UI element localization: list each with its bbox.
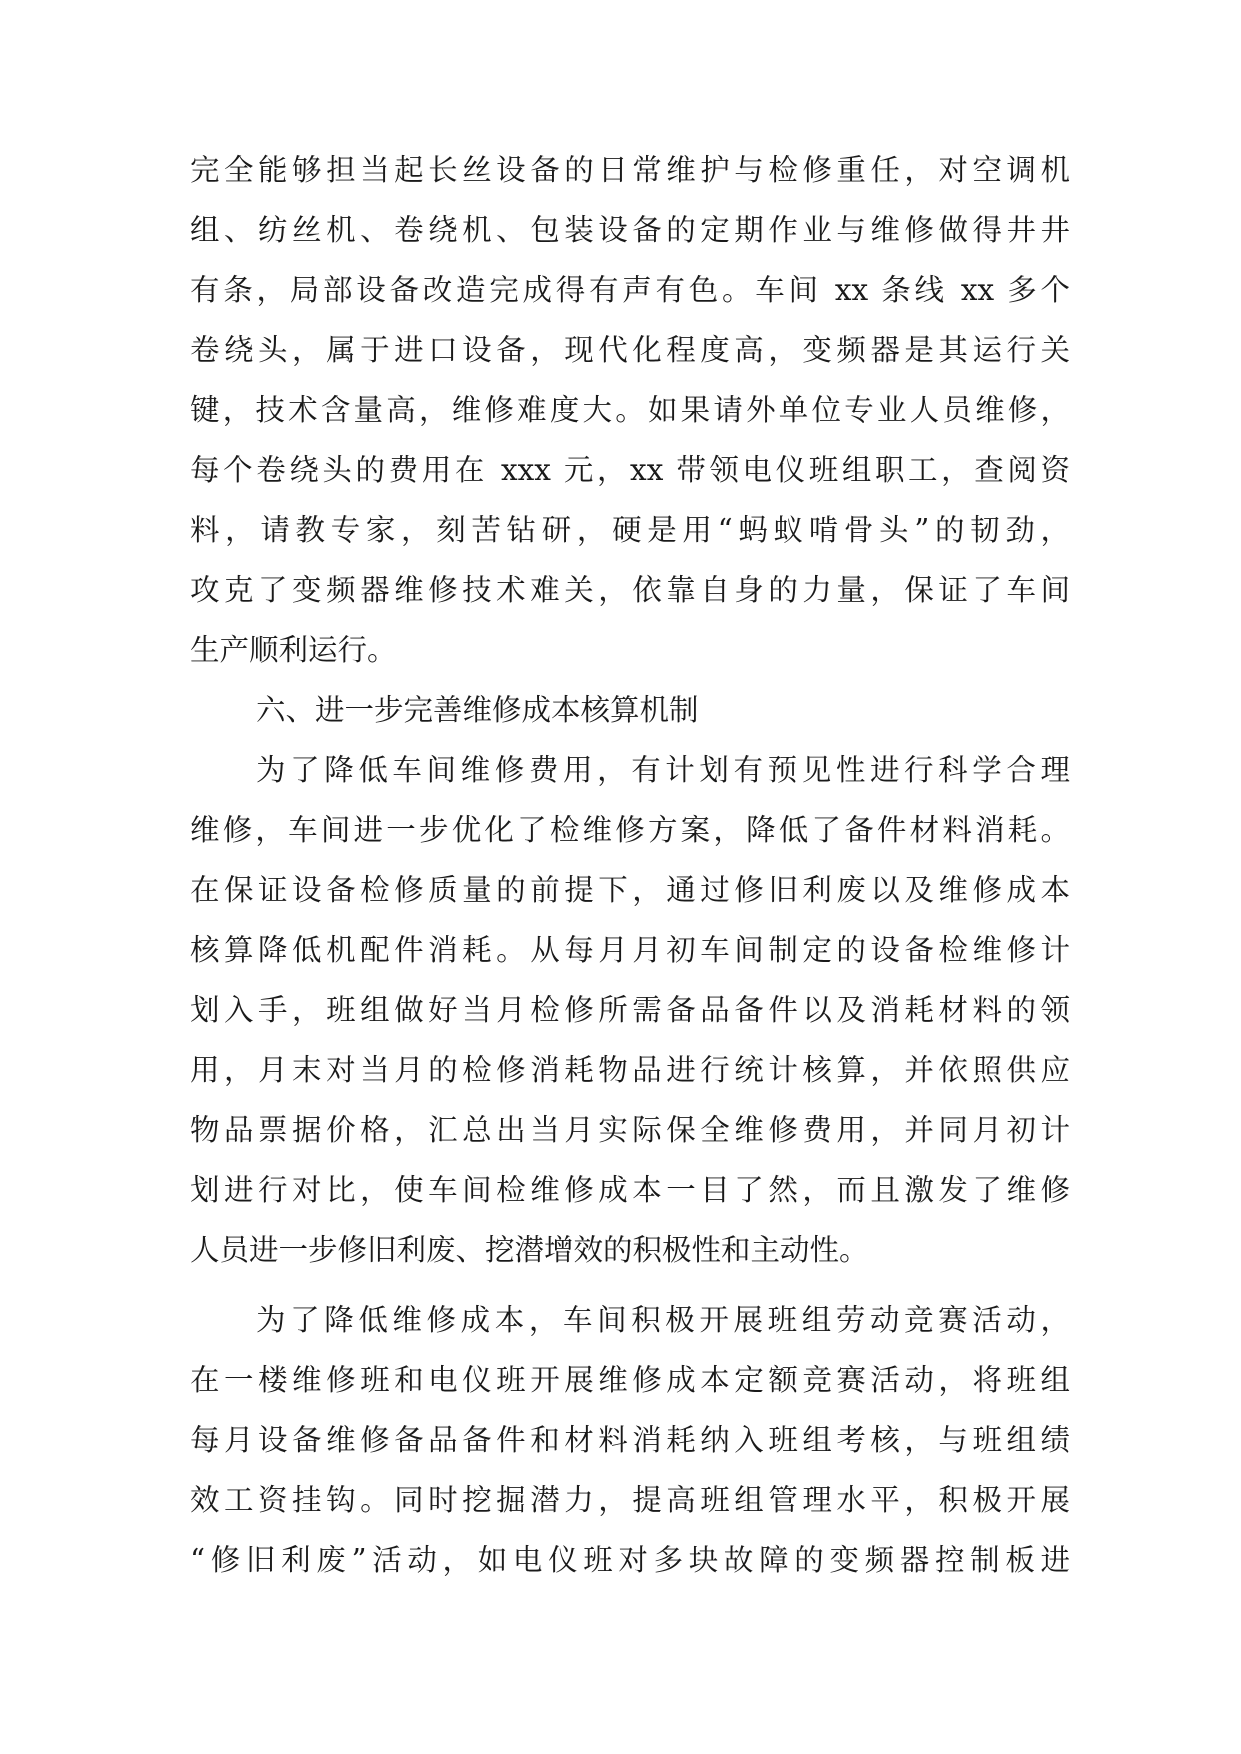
section-heading: 六、进一步完善维修成本核算机制 <box>256 693 699 727</box>
paragraph-3-line-1: 为了降低维修成本，车间积极开展班组劳动竞赛活动， <box>256 1303 1070 1337</box>
paragraph-1-line-8: 攻克了变频器维修技术难关，依靠自身的力量，保证了车间 <box>190 573 1070 607</box>
paragraph-2-line-3: 在保证设备检修质量的前提下，通过修旧利废以及维修成本 <box>190 873 1070 907</box>
paragraph-2-line-5: 划入手，班组做好当月检修所需备品备件以及消耗材料的领 <box>190 993 1070 1027</box>
paragraph-1-line-7: 料，请教专家，刻苦钻研，硬是用“蚂蚁啃骨头”的韧劲， <box>190 513 1070 547</box>
paragraph-2-line-8: 划进行对比，使车间检维修成本一目了然，而且激发了维修 <box>190 1173 1070 1207</box>
paragraph-2-line-9: 人员进一步修旧利废、挖潜增效的积极性和主动性。 <box>190 1233 869 1267</box>
paragraph-2-line-1: 为了降低车间维修费用，有计划有预见性进行科学合理 <box>256 753 1070 787</box>
paragraph-1-line-9: 生产顺利运行。 <box>190 633 397 667</box>
paragraph-1-line-5: 键，技术含量高，维修难度大。如果请外单位专业人员维修， <box>190 393 1070 427</box>
paragraph-2-line-4: 核算降低机配件消耗。从每月月初车间制定的设备检维修计 <box>190 933 1070 967</box>
paragraph-3-line-5: “修旧利废”活动，如电仪班对多块故障的变频器控制板进 <box>190 1543 1070 1577</box>
paragraph-1-line-1: 完全能够担当起长丝设备的日常维护与检修重任，对空调机 <box>190 153 1070 187</box>
paragraph-2-line-6: 用，月末对当月的检修消耗物品进行统计核算，并依照供应 <box>190 1053 1070 1087</box>
paragraph-1-line-3: 有条，局部设备改造完成得有声有色。车间 xx 条线 xx 多个 <box>190 273 1070 307</box>
paragraph-3-line-2: 在一楼维修班和电仪班开展维修成本定额竞赛活动，将班组 <box>190 1363 1070 1397</box>
paragraph-1-line-4: 卷绕头，属于进口设备，现代化程度高，变频器是其运行关 <box>190 333 1070 367</box>
paragraph-2-line-7: 物品票据价格，汇总出当月实际保全维修费用，并同月初计 <box>190 1113 1070 1147</box>
paragraph-1-line-6: 每个卷绕头的费用在 xxx 元，xx 带领电仪班组职工，查阅资 <box>190 453 1070 487</box>
paragraph-1-line-2: 组、纺丝机、卷绕机、包装设备的定期作业与维修做得井井 <box>190 213 1070 247</box>
paragraph-2-line-2: 维修，车间进一步优化了检维修方案，降低了备件材料消耗。 <box>190 813 1070 847</box>
paragraph-3-line-4: 效工资挂钩。同时挖掘潜力，提高班组管理水平，积极开展 <box>190 1483 1070 1517</box>
paragraph-3-line-3: 每月设备维修备品备件和材料消耗纳入班组考核，与班组绩 <box>190 1423 1070 1457</box>
